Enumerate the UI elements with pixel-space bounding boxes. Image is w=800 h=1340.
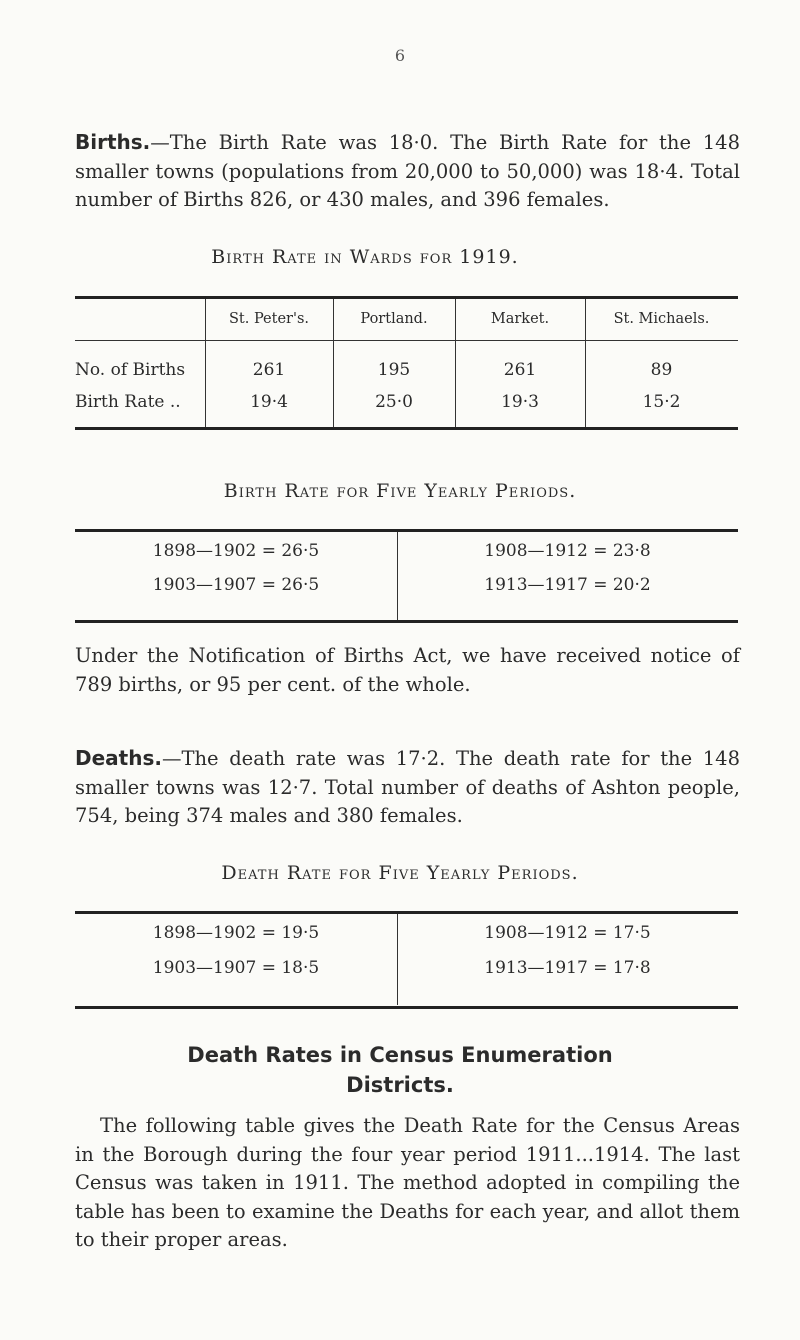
deaths-paragraph xyxy=(75,744,740,831)
rate-portland: 25·0 xyxy=(375,392,413,412)
rate-st-peters: 19·4 xyxy=(250,392,288,412)
births-market: 261 xyxy=(503,360,537,380)
header-st-peters: St. Peter's. xyxy=(228,311,310,327)
births-heading: Births. xyxy=(75,130,151,154)
death-period-1913-1917: 1913—1917 = 17·8 xyxy=(484,958,651,978)
wards-table-caption: Birth Rate in Wards for 1919. xyxy=(211,246,519,268)
header-st-michaels: St. Michaels. xyxy=(613,311,710,327)
death-periods-caption: Death Rate for Five Yearly Periods. xyxy=(221,862,579,884)
rate-market: 19·3 xyxy=(501,392,539,412)
header-portland: Portland. xyxy=(360,311,428,327)
row-label-births: No. of Births xyxy=(75,360,186,380)
death-period-1903-1907: 1903—1907 = 18·5 xyxy=(152,958,320,978)
birth-periods-caption: Birth Rate for Five Yearly Periods. xyxy=(223,480,577,502)
rate-st-michaels: 15·2 xyxy=(642,392,681,412)
census-heading-line1: Death Rates in Census Enumeration xyxy=(187,1043,613,1067)
births-text: —The Birth Rate was 18·0. The Birth Rate for the 148 smaller towns (populations from 20,000 to 50,000) was 18·4. Total number of Births 826, or 430 males, and 396 females. xyxy=(75,131,740,211)
death-period-1898-1902: 1898—1902 = 19·5 xyxy=(152,923,320,943)
wards-table-top-rule xyxy=(75,296,738,299)
deaths-heading: Deaths. xyxy=(75,746,162,770)
birth-period-1908-1912: 1908—1912 = 23·8 xyxy=(484,541,651,561)
notification-paragraph: Under the Notification of Births Act, we have received notice of 789 births, or 95 per cent. of the whole. xyxy=(75,644,740,696)
birth-period-1913-1917: 1913—1917 = 20·2 xyxy=(484,575,651,595)
header-market: Market. xyxy=(490,311,550,327)
birth-period-1898-1902: 1898—1902 = 26·5 xyxy=(152,541,320,561)
births-portland: 195 xyxy=(377,360,411,380)
census-heading-line2: Districts. xyxy=(346,1073,454,1097)
birth-period-1903-1907: 1903—1907 = 26·5 xyxy=(152,575,320,595)
births-st-michaels: 89 xyxy=(650,360,673,380)
wards-table-bottom-rule xyxy=(75,427,738,430)
deaths-text: —The death rate was 17·2. The death rate for the 148 smaller towns was 12·7. Total number of deaths of Ashton people, 754, being 374 males and 380 females. xyxy=(75,747,740,827)
births-st-peters: 261 xyxy=(252,360,286,380)
death-period-1908-1912: 1908—1912 = 17·5 xyxy=(484,923,651,943)
row-label-birth-rate: Birth Rate .. xyxy=(75,392,181,412)
page-number: 6 xyxy=(394,46,406,65)
census-paragraph: The following table gives the Death Rate for the Census Areas in the Borough during the four year period 1911...1914. The last Census was taken in 1911. The method adopted in compiling the table has been to examine the Deaths for each year, and allot them to their proper areas. xyxy=(75,1114,740,1251)
births-paragraph xyxy=(75,128,740,215)
